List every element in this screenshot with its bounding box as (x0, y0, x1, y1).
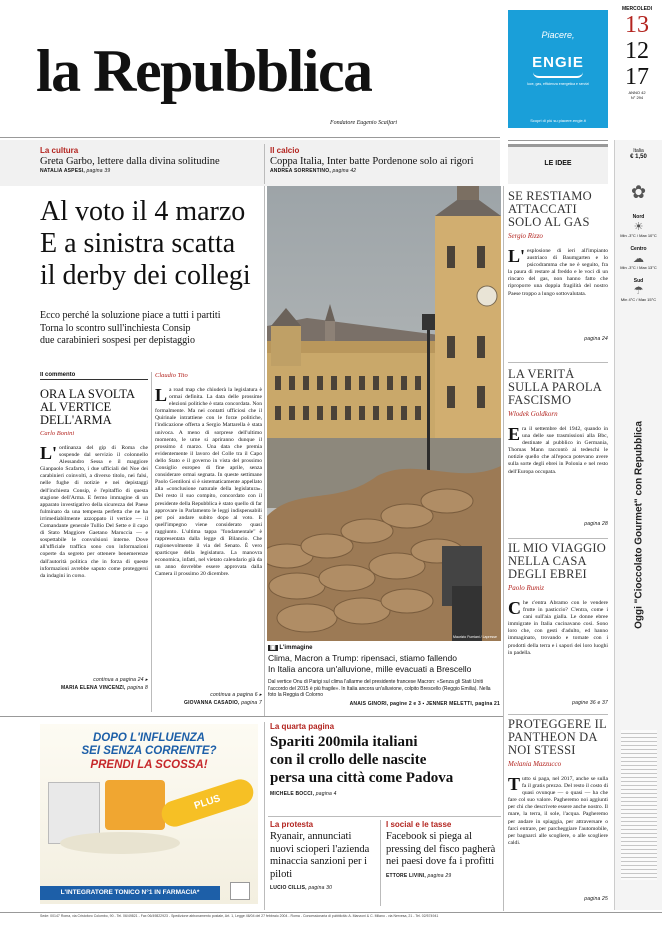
product-label: PLUS (192, 793, 222, 812)
social-page: pagina 29 (427, 872, 452, 879)
photo-label: L'immagine (279, 645, 313, 651)
commento-body: L' ordinanza del gip di Roma che sospende dal servizio il colonnello Alessandro Sessa e il maggiore Gianpaolo Scafarto, i due ufficiali del Noe dei carabinieri coinvolti, a diverso titolo, nei falsi, nelle fughe di notizie e nei depistaggi dell'inchiesta Consip, è l'epitaffio di questa stagione dell'Arma. E fermo immagine di un apparato investigativo della sicurezza del Paese fulminato da una tempesta perfetta che ne ha irrimediabilmente azzoppato il vertice — il Comandante generale Tullio Del Sette e il capo di Stato Maggiore Gaetano Maruccia — e sospettabile le convulsioni interne. Dove all'ufficiale traffica sono con informazioni coperte da segreto per ottenere benemerenze dall'autorità politica che in forza di queste informazioni avrebbe saputo come proteggersi da indagini in corso. (40, 445, 148, 579)
teaser-page: pagina 39 (86, 168, 111, 174)
tito-text: a road map che chiuderà la legislatura è ormai definita. La data delle prossime elezioni politiche è stata concordata. Non formalmente. Ma nei contatti ufficiosi che il Quirinale intrattiene con le forze politiche, l'indicazione offerta a Sergio Mattarella è stata univoca. A meno di sorprese dell'ultimo momento, le urne si apriranno dunque il prossimo 4 marzo. Una data che premia evidentemente il lavoro del Colle tra il Capo dello Stato e il governo in vista del prossimo Consiglio europeo di fine aprile, senza considerare ormai segnata. In queste settimane Paolo Gentiloni si è sistematicamente appellato alla «conclusione naturale della legislatura». Del resto il suo compito, concordato con il presidente della Repubblica è stato quello di far approvare in Parlamento le leggi indispensabili per poi andare subito dopo al voto. E quell'impegno viene considerato quasi raggiunto. L'ultima tappa "fondamentale" è rappresentata dalla legge di Bilancio. Che ragionevolmente il via del Senato. È vero sparticque della legislatura. La manovra economica, infatti, nel vietato calendario già da un anno dovrebbe essere approvata dalla Camera il prossimo 20 dicembre. (155, 387, 262, 578)
ideas-label: LE IDEE (544, 160, 572, 167)
quarta-page: pagina 4 (315, 791, 337, 797)
ideas-header (508, 144, 608, 184)
weather-south: Sud (633, 278, 644, 284)
teaser-author: ANDREA SORRENTINO, (270, 168, 331, 174)
masthead-founder: Fondatore Eugenio Scalfari (330, 120, 398, 126)
photo-authors: ANAIS GINORI, pagine 2 e 3 ▪ JENNER MELETTI, pagina 21 (349, 700, 500, 707)
photo-caption-1: Clima, Macron a Trump: ripensaci, stiamo fallendo (268, 653, 457, 663)
commento-others: MARIA ELENA VINCENZI, (60, 685, 126, 691)
side-author: Sergio Rizzo (508, 232, 543, 240)
product-shadow (60, 832, 180, 854)
price-label: Italia (633, 148, 644, 154)
commento-cont: continua a pagina 24 ▸ (93, 677, 148, 683)
main-photo[interactable] (267, 186, 501, 641)
commento-title (40, 388, 148, 427)
engie-footer: Scopri di più su piacere.engie.it (530, 118, 586, 123)
tito-author: Claudio Tito (155, 372, 188, 379)
main-line-3: il derby dei collegi (40, 260, 251, 291)
ad-line-3: PRENDI LA SCOSSA! (90, 759, 208, 771)
side-title: IL MIO VIAGGIO NELLA CASA DEGLI EBREI (508, 542, 606, 581)
engie-ad[interactable] (508, 10, 608, 128)
engie-ad-text: Piacere, (541, 30, 575, 40)
side-text: esplosione di ieri all'impianto austriaco di Baumgarten e lo psicodramma che ne è seguito, fra la paura di restare al freddo e le voci di un rincaro del gas, non hanno fatto che riproporre una doppia fragilità del nostro Paese troppo a lungo sottovalutata. (508, 248, 608, 297)
weather-center: Centro (630, 246, 647, 252)
side-article-1[interactable] (508, 190, 608, 360)
side-page: pagine 36 e 37 (572, 700, 608, 706)
side-body: Era il settembre del 1942, quando in una delle sue trasmissioni alla Bbc, destinate al pubblico in Germania, Thomas Mann raccontò ai tedeschi le notizie quello che all'epoca potevano avere sulla sorte degli ebrei in Polonia e nel resto dell'Europa occupata. (508, 424, 608, 475)
index-list (621, 730, 657, 880)
protesta-article[interactable] (270, 820, 374, 891)
photo-caption[interactable] (268, 644, 500, 707)
tito-others-page: pagina 7 (241, 700, 262, 706)
teaser-section: Il calcio (270, 146, 300, 155)
ad-line-1: DOPO L'INFLUENZA (93, 732, 205, 744)
commento-title-3: DELL'ARMA (40, 413, 112, 427)
side-body: L' esplosione di ieri all'impianto austriaco di Baumgarten e lo psicodramma che ne è seguito, fra la paura di restare al freddo e le voci di un rincaro del gas, non hanno fatto che riproporre una doppia fragilità del nostro Paese troppo a lungo sottovalutata. (508, 246, 608, 297)
side-body: Che c'entra Abramo con le vendere frutte in pasticcio? C'entra, come i cani sull'aia gialla. Le donne ebree immigrate in Italia cucinavano così. Sono loro che, con gesti d'adulto, ed hanno immaginato, trovando e tornate con i prodotti della terra e i sapori dei loro luoghi in padella. (508, 598, 608, 656)
main-subtitle (40, 310, 262, 348)
teaser-title: Coppa Italia, Inter batte Pordenone solo ai rigori (270, 156, 474, 167)
weather-south-temp: Min 4°C / Max 15°C (620, 297, 657, 302)
side-title: LA VERITÀ SULLA PAROLA FASCISMO (508, 368, 602, 407)
teaser-author: NATALIA ASPESI, (40, 168, 85, 174)
masthead-title: la Repubblica (36, 38, 372, 104)
tito-article[interactable] (155, 372, 262, 712)
commento-text: ordinanza del gip di Roma che sospende dal servizio il colonnello Alessandro Sessa e il maggiore Gianpaolo Scafarto, i due ufficiali del Noe dei carabinieri coinvolti, a diverso titolo, nei falsi, nelle fughe di notizie e nei depistaggi dell'inchiesta Consip, è l'epitaffio di questa stagione dell'Arma. E fermo immagine di un apparato investigativo della sicurezza del Paese fulminato da una tempesta perfetta che ne ha irrimediabilmente azzoppato il vertice — il Comandante generale Tullio Del Sette e il capo di Stato Maggiore Gaetano Maruccia — e sospettabile le convulsioni interne. Dove all'ufficiale traffica sono con informazioni coperte da segreto per ottenere benemerenze dall'autorità politica che in forza di queste informazioni avrebbe saputo come proteggersi da indagini in corso. (40, 445, 148, 579)
rain-icon: ☂ (633, 285, 644, 297)
date-day: 13 (625, 12, 649, 38)
tito-cont: continua a pagina 6 ▸ (210, 692, 262, 698)
side-page: pagina 28 (584, 521, 608, 527)
commento-title-2: AL VERTICE (40, 400, 112, 414)
sun-icon: ☀ (633, 221, 644, 233)
side-text: ra il settembre del 1942, quando in una delle sue trasmissioni alla Bbc, destinate al pubblico in Germania, Thomas Mann raccontò ai tedeschi le notizie quello che all'epoca potevano avere sulla sorte degli ebrei in Polonia e nel resto dell'Europa occupata. (508, 426, 608, 475)
protesta-title: Ryanair, annunciati nuovi scioperi l'azienda minaccia sanzioni per i piloti (270, 831, 370, 880)
weather-center-temp: Min -3°C / Max 13°C (620, 265, 657, 270)
right-strip (614, 140, 662, 910)
side-body: Tutto si paga, nel 2017, anche se sulla fa il gratis prezzo. Del resto il costo di quasi ovunque — o quasi — ha che fare col suo valore. Pagheremo noi aggiunti per chi che descrivete essere anche nostro. Il mare, la terra, il sole, l'acqua. Pagheremo per andare in spiaggia, per attraversare o farci entrare, per parcheggiare l'automobile, per bagnarci alle scogliere, o alle scogliere caldi. (508, 774, 608, 846)
quarta-line-1: Spariti 200mila italiani (270, 734, 418, 750)
quarta-line-2: con il crollo delle nascite (270, 752, 427, 768)
side-article-4[interactable] (508, 718, 608, 908)
date-block (614, 6, 660, 124)
social-article[interactable] (386, 820, 498, 879)
side-author: Melania Mazzucco (508, 760, 562, 768)
teaser-culture[interactable] (40, 146, 260, 174)
masthead (0, 0, 500, 138)
side-text: he c'entra Abramo con le vendere frutte in pasticcio? C'entra, come i cani sull'aia gialla. Le donne ebree immigrate in Italia cucinavano così. Sono loro che, con gesti d'adulto, ed hanno immaginato, trovando e tornate con i prodotti della terra e i sapori dei loro luoghi in padella. (508, 600, 608, 656)
commento-article[interactable] (40, 372, 148, 712)
map-icon: ✿ (630, 182, 647, 202)
weather-north: Nord (632, 214, 645, 220)
ad-banner: L'INTEGRATORE TONICO N°1 IN FARMACIA* (40, 886, 220, 900)
date-weekday: MERCOLEDÌ (622, 6, 652, 12)
camera-icon: ▣ (270, 645, 276, 651)
main-headline[interactable] (40, 196, 260, 292)
social-title: Facebook si piega al pressing del fisco pagherà nei paesi dove fa i profitti (386, 831, 496, 867)
commento-others-page: pagina 8 (127, 685, 148, 691)
quarta-author: MICHELE BOCCI, (270, 791, 315, 797)
influenza-ad[interactable] (40, 724, 258, 904)
commento-title-1: ORA LA SVOLTA (40, 387, 136, 401)
main-sub-2: Torna lo scontro sull'inchiesta Consip (40, 322, 191, 334)
side-page: pagina 25 (584, 896, 608, 902)
side-text: utto si paga, nel 2017, anche se sulla fa il gratis prezzo. Del resto il costo di quasi ovunque — o quasi — ha che fare col suo valore. Pagheremo noi aggiunti per chi che descrivete essere anche nostro. Il mare, la terra, il sole, l'acqua. Pagheremo per andare in spiaggia, per attraversare o farci entrare, per parcheggiare l'automobile, per bagnarci alle scogliere, o alle scogliere caldi. (508, 776, 608, 846)
date-edition: ANNO 42 (628, 90, 646, 95)
protesta-section: La protesta (270, 820, 314, 829)
vertical-ad-text: Oggi "Cioccolato Gourmet" con Repubblica (633, 421, 645, 629)
quarta-section: La quarta pagina (270, 722, 335, 731)
product-pack (105, 780, 165, 830)
teaser-calcio[interactable] (270, 146, 500, 174)
tito-others: GIOVANNA CASADIO, (183, 700, 240, 706)
social-author: ETTORE LIVINI, (386, 872, 426, 879)
product-vial (158, 776, 256, 830)
side-article-2[interactable] (508, 368, 608, 538)
engie-tagline: luce, gas, efficienza energetica e servizi (527, 82, 589, 86)
tito-body: La road map che chiuderà la legislatura è ormai definita. La data delle prossime elezioni politiche è stata concordata. Non formalmente. Ma nei contatti ufficiosi che il Quirinale intrattiene con le forze politiche, l'indicazione offerta a Sergio Mattarella è stata univoca. A meno di sorprese dell'ultimo momento, le urne si apriranno dunque il prossimo 4 marzo. Una data che premia evidentemente il lavoro del Colle tra il Capo dello Stato e il governo in vista del prossimo Consiglio europeo di fine aprile, senza considerare ormai segnata. In queste settimane Paolo Gentiloni si è sistematicamente appellato alla «conclusione naturale della legislatura». Del resto il suo compito, concordato con il presidente della Repubblica è stato quello di far approvare in Parlamento le leggi indispensabili per poi andare subito dopo al voto. E quell'impegno viene considerato quasi raggiunto. L'ultima tappa "fondamentale" è rappresentata dalla legge di Bilancio. Che ragionevolmente il via del Senato. È vero sparticque della legislatura. La manovra economica, infatti, nel vietato calendario già da un anno dovrebbe essere approvata dalla Camera il prossimo 20 dicembre. (155, 387, 262, 578)
date-month: 12 (625, 38, 649, 64)
main-sub-3: due carabinieri sospesi per depistaggio (40, 335, 195, 346)
social-section: I social e le tasse (386, 820, 452, 829)
protesta-page: pagina 30 (308, 885, 333, 891)
date-number: N° 294 (630, 95, 644, 100)
engie-logo: ENGIE (532, 54, 584, 71)
photo-text: Dal vertice Onu di Parigi sul clima l'allarme del presidente francese Macron: «Senza gli Stati Uniti l'accordo del 2015 è più fragile». In Italia ancora un'alluvione, colpito Brescello (Reggio Emilia). Nella foto la Reggia di Colorno (268, 679, 491, 698)
footer-imprint: Sede: 00147 Roma, via Cristoforo Colombo, 90 - Tel. 06/49821 - Fax 06/49822923 - Spedizione abbonamento postale, Art. 1, Legge 46/04 del 27 febbraio 2004 - Roma - Concessionaria di pubblicità: A. Manzoni & C. Milano - via Nervesa, 21 - Tel. 02/574941 (40, 914, 439, 918)
side-author: Wlodek Goldkorn (508, 410, 558, 418)
commento-author: Carlo Bonini (40, 430, 75, 437)
main-line-1: Al voto il 4 marzo (40, 196, 246, 227)
main-sub-1: Ecco perché la soluzione piace a tutti i partiti (40, 310, 221, 321)
teaser-title: Greta Garbo, lettere dalla divina solitudine (40, 156, 220, 167)
photo-caption-2: In Italia ancora un'alluvione, mille evacuati a Brescello (268, 664, 472, 674)
date-year: 17 (625, 64, 649, 90)
price-value: € 1,50 (630, 154, 647, 160)
vertical-ad[interactable] (617, 350, 661, 700)
quarta-line-3: persa una città come Padova (270, 770, 454, 786)
teaser-page: pagina 42 (332, 168, 357, 174)
teaser-section: La cultura (40, 146, 79, 155)
side-author: Paolo Rumiz (508, 584, 544, 592)
commento-label: Il commento (40, 372, 148, 380)
protesta-author: LUCIO CILLIS, (270, 885, 307, 891)
ad-line-2: SEI SENZA CORRENTE? (81, 745, 217, 757)
main-line-2: E a sinistra scatta (40, 228, 236, 259)
cloud-icon: ☁ (633, 253, 644, 265)
quarta-article[interactable] (270, 722, 500, 797)
side-page: pagina 24 (584, 336, 608, 342)
weather-north-temp: Min -3°C / Max 10°C (620, 233, 657, 238)
brand-logo (230, 882, 250, 900)
side-article-3[interactable] (508, 542, 608, 710)
engie-swoosh-icon (533, 72, 583, 78)
side-title: PROTEGGERE IL PANTHEON DA NOI STESSI (508, 718, 607, 757)
photo-credit: Maurizio Fumiani / Lapresse (453, 635, 497, 639)
side-title: SE RESTIAMO ATTACCATI SOLO AL GAS (508, 190, 592, 229)
palace-flood-photo (267, 186, 501, 641)
